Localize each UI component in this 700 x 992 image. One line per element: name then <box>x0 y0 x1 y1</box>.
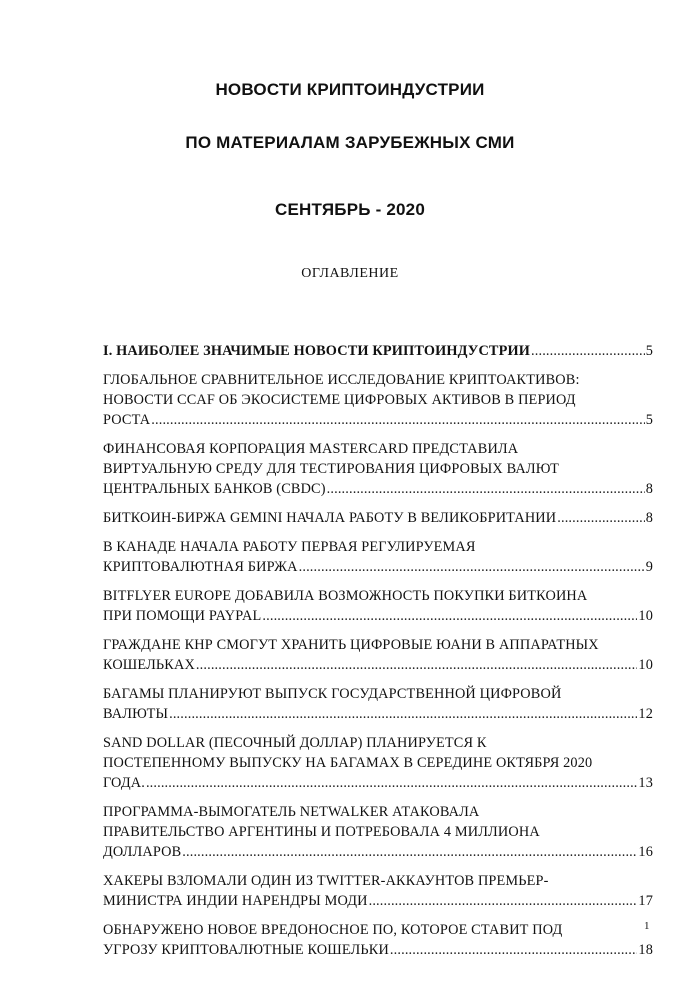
toc-entry-title: ЦЕНТРАЛЬНЫХ БАНКОВ (CBDC) <box>103 481 326 497</box>
toc-leader-dots <box>262 606 637 626</box>
document-date: СЕНТЯБРЬ - 2020 <box>275 200 425 219</box>
document-title-line-1: НОВОСТИ КРИПТОИНДУСТРИИ <box>215 80 485 99</box>
toc-entry[interactable] <box>103 635 653 675</box>
toc-leader-dots <box>146 773 637 793</box>
toc-entry-title: КОШЕЛЬКАХ <box>103 657 195 673</box>
page-number: 1 <box>644 920 650 932</box>
toc-leader-dots <box>557 508 644 528</box>
document-title-line-2: ПО МАТЕРИАЛАМ ЗАРУБЕЖНЫХ СМИ <box>185 133 515 152</box>
toc-entry-title: ГОДА. <box>103 775 145 791</box>
table-of-contents <box>103 341 653 969</box>
toc-page-number: 16 <box>638 844 653 860</box>
toc-entry-title: КРИПТОВАЛЮТНАЯ БИРЖА <box>103 559 298 575</box>
toc-page-number: 12 <box>638 706 653 722</box>
toc-entry-title: ВАЛЮТЫ <box>103 706 169 722</box>
toc-entry-line: ГЛОБАЛЬНОЕ СРАВНИТЕЛЬНОЕ ИССЛЕДОВАНИЕ КРИПТОАКТИВОВ: <box>103 372 580 388</box>
toc-entry[interactable] <box>103 439 653 499</box>
toc-page-number: 13 <box>638 775 653 791</box>
toc-entry-title: ПРИ ПОМОЩИ PAYPAL <box>103 608 262 624</box>
toc-page-number: 5 <box>645 412 653 428</box>
toc-leader-dots <box>390 940 637 960</box>
toc-page-number: 18 <box>638 942 653 958</box>
toc-page-number: 10 <box>638 657 653 673</box>
toc-entry-title: УГРОЗУ КРИПТОВАЛЮТНЫЕ КОШЕЛЬКИ <box>103 942 389 958</box>
toc-page-number: 9 <box>645 559 653 575</box>
toc-entry-line: ФИНАНСОВАЯ КОРПОРАЦИЯ MASTERCARD ПРЕДСТАВИЛА <box>103 441 519 457</box>
toc-entry-line: SAND DOLLAR (ПЕСОЧНЫЙ ДОЛЛАР) ПЛАНИРУЕТСЯ К <box>103 735 487 751</box>
toc-entry[interactable] <box>103 341 653 361</box>
toc-leader-dots <box>196 655 637 675</box>
toc-entry-line: ОБНАРУЖЕНО НОВОЕ ВРЕДОНОСНОЕ ПО, КОТОРОЕ СТАВИТ ПОД <box>103 922 563 938</box>
toc-page-number: 5 <box>645 343 653 359</box>
toc-entry-line: BITFLYER EUROPE ДОБАВИЛА ВОЗМОЖНОСТЬ ПОКУПКИ БИТКОИНА <box>103 588 588 604</box>
toc-entry-line: БАГАМЫ ПЛАНИРУЮТ ВЫПУСК ГОСУДАРСТВЕННОЙ ЦИФРОВОЙ <box>103 686 562 702</box>
toc-entry[interactable] <box>103 871 653 911</box>
toc-entry[interactable] <box>103 920 653 960</box>
toc-entry-line: ПРАВИТЕЛЬСТВО АРГЕНТИНЫ И ПОТРЕБОВАЛА 4 МИЛЛИОНА <box>103 824 540 840</box>
toc-leader-dots <box>169 704 637 724</box>
toc-entry-title: БИТКОИН-БИРЖА GEMINI НАЧАЛА РАБОТУ В ВЕЛИКОБРИТАНИИ <box>103 510 557 526</box>
toc-entry[interactable] <box>103 537 653 577</box>
toc-entry[interactable] <box>103 802 653 862</box>
toc-page-number: 8 <box>645 481 653 497</box>
toc-entry-line: ВИРТУАЛЬНУЮ СРЕДУ ДЛЯ ТЕСТИРОВАНИЯ ЦИФРОВЫХ ВАЛЮТ <box>103 461 560 477</box>
toc-entry-title: ДОЛЛАРОВ <box>103 844 182 860</box>
toc-leader-dots <box>531 341 645 361</box>
toc-entry-line: НОВОСТИ CCAF ОБ ЭКОСИСТЕМЕ ЦИФРОВЫХ АКТИВОВ В ПЕРИОД <box>103 392 576 408</box>
toc-entry-line: ПРОГРАММА-ВЫМОГАТЕЛЬ NETWALKER АТАКОВАЛА <box>103 804 480 820</box>
toc-page-number: 10 <box>638 608 653 624</box>
toc-heading: ОГЛАВЛЕНИЕ <box>301 266 399 281</box>
toc-entry[interactable] <box>103 684 653 724</box>
toc-page-number: 17 <box>638 893 653 909</box>
toc-page-number: 8 <box>645 510 653 526</box>
toc-entry[interactable] <box>103 508 653 528</box>
toc-leader-dots <box>182 842 637 862</box>
toc-entry[interactable] <box>103 370 653 430</box>
toc-entry-line: ПОСТЕПЕННОМУ ВЫПУСКУ НА БАГАМАХ В СЕРЕДИНЕ ОКТЯБРЯ 2020 <box>103 755 593 771</box>
toc-entry-title: РОСТА <box>103 412 151 428</box>
toc-leader-dots <box>369 891 638 911</box>
toc-leader-dots <box>299 557 645 577</box>
toc-entry-line: ХАКЕРЫ ВЗЛОМАЛИ ОДИН ИЗ TWITTER-АККАУНТОВ ПРЕМЬЕР- <box>103 873 549 889</box>
toc-entry-title: МИНИСТРА ИНДИИ НАРЕНДРЫ МОДИ <box>103 893 368 909</box>
toc-leader-dots <box>151 410 644 430</box>
toc-leader-dots <box>327 479 645 499</box>
toc-entry-title: I. НАИБОЛЕЕ ЗНАЧИМЫЕ НОВОСТИ КРИПТОИНДУСТРИИ <box>103 343 531 359</box>
toc-entry[interactable] <box>103 733 653 793</box>
toc-entry-line: В КАНАДЕ НАЧАЛА РАБОТУ ПЕРВАЯ РЕГУЛИРУЕМАЯ <box>103 539 476 555</box>
toc-entry[interactable] <box>103 586 653 626</box>
toc-entry-line: ГРАЖДАНЕ КНР СМОГУТ ХРАНИТЬ ЦИФРОВЫЕ ЮАНИ В АППАРАТНЫХ <box>103 637 599 653</box>
